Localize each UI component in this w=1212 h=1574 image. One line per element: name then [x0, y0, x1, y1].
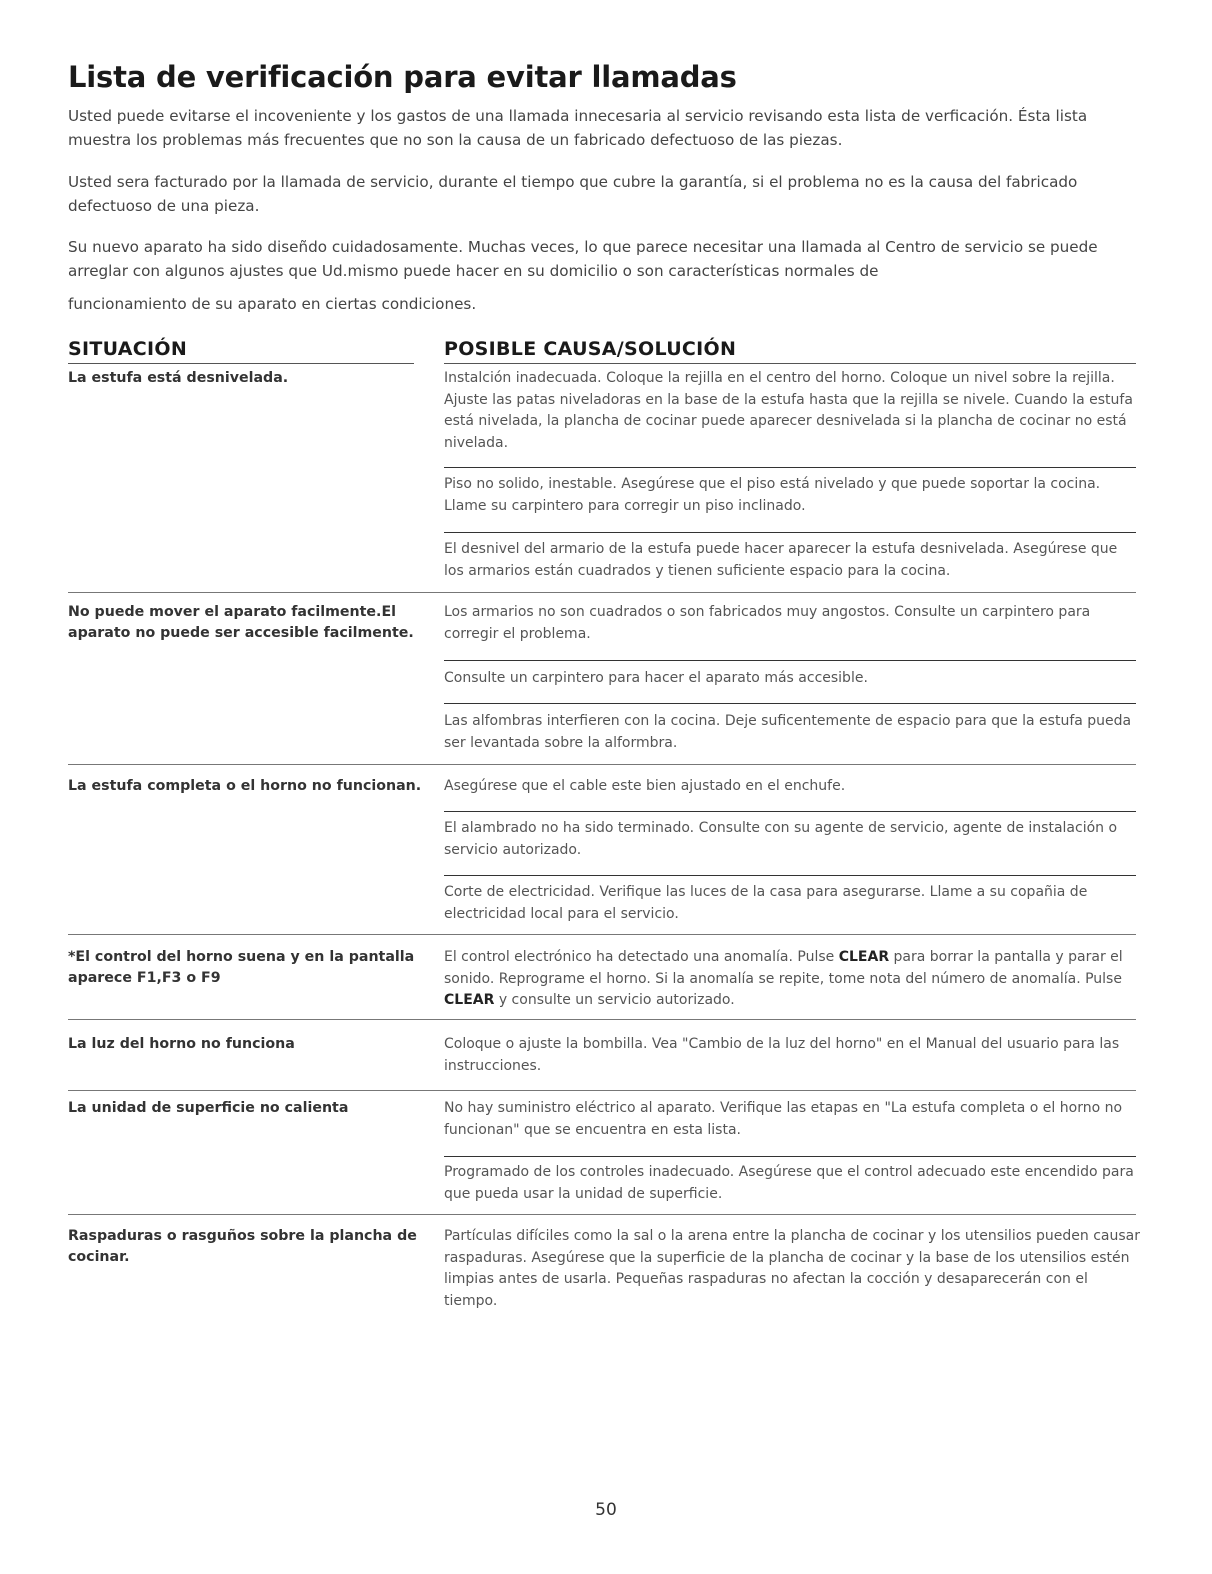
solution-divider	[444, 811, 1136, 812]
solution-text: Programado de los controles inadecuado. Asegúrese que el control adecuado este encendido para que pueda usar la unidad de superficie.	[444, 1164, 1134, 1202]
solution-text: Asegúrese que el cable este bien ajustado en el enchufe.	[444, 778, 846, 794]
solution-divider	[444, 467, 1136, 468]
situation-header-underline	[68, 363, 414, 364]
solution-text: Instalción inadecuada. Coloque la rejilla en el centro del horno. Coloque un nivel sobre la rejilla. Ajuste las patas niveladoras en la base de la estufa hasta que la rejilla se nivele. Cuando la estufa está nivelada, la plancha de cocinar puede aparecer desnivelada si la plancha de cocinar no está nivelada.	[444, 370, 1133, 451]
solution-divider	[444, 875, 1136, 876]
solution-text-part: para borrar la pantalla y parar el sonido. Reprograme el horno. Si la anomalía se repite, tome nota del número de anomalía. Pulse	[444, 949, 1123, 987]
solution-text: Las alfombras interfieren con la cocina. Deje suficentemente de espacio para que la estufa pueda ser levantada sobre la alformbra.	[444, 713, 1132, 751]
row-divider	[68, 1019, 1136, 1020]
solution-text: El desnivel del armario de la estufa puede hacer aparecer la estufa desnivelada. Asegúrese que los armarios están cuadrados y tienen suficiente espacio para la cocina.	[444, 541, 1118, 579]
row-divider	[68, 592, 1136, 593]
clear-key-label: CLEAR	[444, 992, 495, 1008]
intro-paragraph-3: Su nuevo aparato ha sido diseñdo cuidadosamente. Muchas veces, lo que parece necesitar una llamada al Centro de servicio se puede arreglar con algunos ajustes que Ud.mismo puede hacer en su domicilio o son características normales de	[68, 238, 1098, 280]
situation-text: La estufa completa o el horno no funcionan.	[68, 778, 422, 794]
solution-divider	[444, 1156, 1136, 1157]
situation-text: *El control del horno suena y en la pantalla aparece F1,F3 o F9	[68, 949, 415, 986]
intro-paragraph-1: Usted puede evitarse el incoveniente y los gastos de una llamada innecesaria al servicio revisando esta lista de verficación. Ésta lista muestra los problemas más frecuentes que no son la causa de un fabricado defectuoso de las piezas.	[68, 107, 1088, 149]
situation-text: La luz del horno no funciona	[68, 1036, 295, 1052]
solution-divider	[444, 703, 1136, 704]
row-divider	[68, 934, 1136, 935]
solution-text: Coloque o ajuste la bombilla. Vea "Cambio de la luz del horno" en el Manual del usuario para las instrucciones.	[444, 1036, 1120, 1074]
row-divider	[68, 764, 1136, 765]
situation-text: Raspaduras o rasguños sobre la plancha de cocinar.	[68, 1228, 417, 1265]
solution-divider	[444, 532, 1136, 533]
solution-text: Consulte un carpintero para hacer el aparato más accesible.	[444, 670, 868, 686]
solution-text-part: El control electrónico ha detectado una anomalía. Pulse	[444, 949, 839, 965]
solution-header-underline	[444, 363, 1136, 364]
solution-divider	[444, 660, 1136, 661]
row-divider	[68, 1214, 1136, 1215]
situation-text: La unidad de superficie no calienta	[68, 1100, 349, 1116]
clear-key-label: CLEAR	[838, 949, 890, 965]
page-number: 50	[595, 1500, 617, 1520]
solution-text	[444, 947, 1140, 1012]
solution-text: Los armarios no son cuadrados o son fabricados muy angostos. Consulte un carpintero para corregir el problema.	[444, 604, 1091, 642]
situation-column-header: SITUACIÓN	[68, 338, 188, 360]
solution-text: Corte de electricidad. Verifique las luces de la casa para asegurarse. Llame a su copañia de electricidad local para el servicio.	[444, 884, 1088, 922]
solution-text: Partículas difíciles como la sal o la arena entre la plancha de cocinar y los utensilios pueden causar raspaduras. Asegúrese que la superficie de la plancha de cocinar y la base de los utensilios estén limpias antes de usarla. Pequeñas raspaduras no afectan la cocción y desaparecerán con el tiempo.	[444, 1228, 1140, 1309]
solution-text: Piso no solido, inestable. Asegúrese que el piso está nivelado y que puede soportar la cocina. Llame su carpintero para corregir un piso inclinado.	[444, 476, 1101, 514]
situation-text: No puede mover el aparato facilmente.El aparato no puede ser accesible facilmente.	[68, 604, 414, 641]
page-title: Lista de verificación para evitar llamadas	[68, 60, 737, 94]
row-divider	[68, 1090, 1136, 1091]
solution-text-part: y consulte un servicio autorizado.	[494, 992, 735, 1008]
solution-text: No hay suministro eléctrico al aparato. Verifique las etapas en "La estufa completa o el horno no funcionan" que se encuentra en esta lista.	[444, 1100, 1123, 1138]
intro-paragraph-4: funcionamiento de su aparato en ciertas condiciones.	[68, 295, 477, 313]
intro-paragraph-2: Usted sera facturado por la llamada de servicio, durante el tiempo que cubre la garantía, si el problema no es la causa del fabricado defectuoso de una pieza.	[68, 173, 1078, 215]
solution-column-header: POSIBLE CAUSA/SOLUCIÓN	[444, 338, 737, 360]
situation-text: La estufa está desnivelada.	[68, 370, 289, 386]
solution-text: El alambrado no ha sido terminado. Consulte con su agente de servicio, agente de instalación o servicio autorizado.	[444, 820, 1118, 858]
